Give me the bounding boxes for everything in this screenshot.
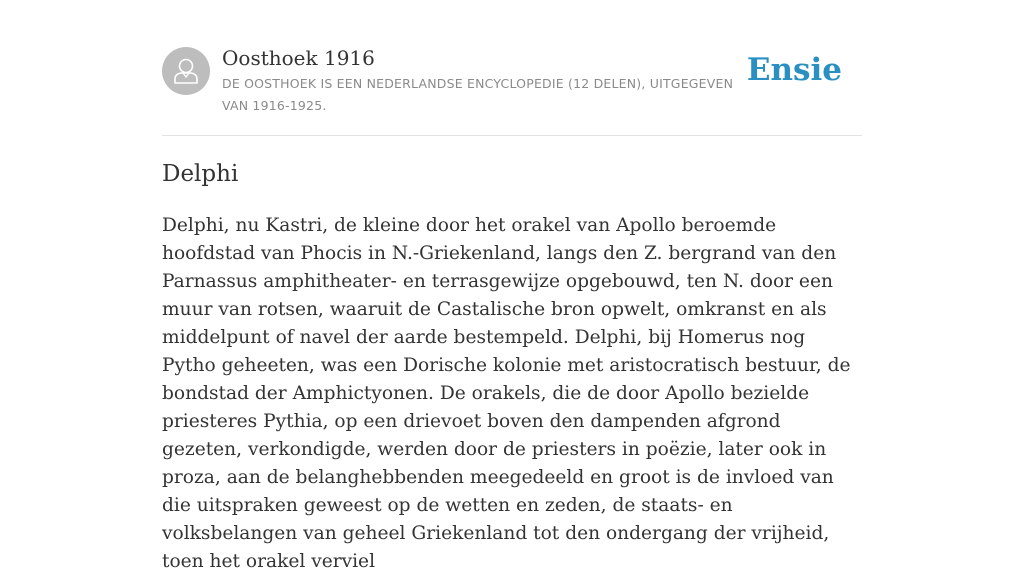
header-divider xyxy=(162,135,862,136)
ensie-logo[interactable]: Ensie xyxy=(746,52,842,88)
article-title: Delphi xyxy=(162,161,239,187)
source-header xyxy=(162,44,862,136)
user-placeholder-icon xyxy=(162,47,210,95)
article-body: Delphi, nu Kastri, de kleine door het orakel van Apollo beroemde hoofdstad van Phocis in N.-Griekenland, langs den Z. bergrand van den Parnassus amphitheater- en terrasgewijze opgebouwd, ten N. door een muur van rotsen, waaruit de Castalische bron opwelt, omkranst en als middelpunt of navel der aarde bestempeld. Delphi, bij Homerus nog Pytho geheeten, was een Dorische kolonie met aristocratisch bestuur, de bondstad der Amphictyonen. De orakels, die de door Apollo bezielde priesteres Pythia, op een drievoet boven den dampenden afgrond gezeten, verkondigde, werden door de priesters in poëzie, later ook in proza, aan de belanghebbenden meegedeeld en groot is de invloed van die uitspraken geweest op de wetten en zeden, de staats- en volksbelangen van geheel Griekenland tot den ondergang der vrijheid, toen het orakel verviel xyxy=(162,215,851,572)
source-description: DE OOSTHOEK IS EEN NEDERLANDSE ENCYCLOPEDIE (12 DELEN), UITGEGEVEN VAN 1916-1925. xyxy=(222,76,734,113)
source-name[interactable]: Oosthoek 1916 xyxy=(222,46,375,70)
